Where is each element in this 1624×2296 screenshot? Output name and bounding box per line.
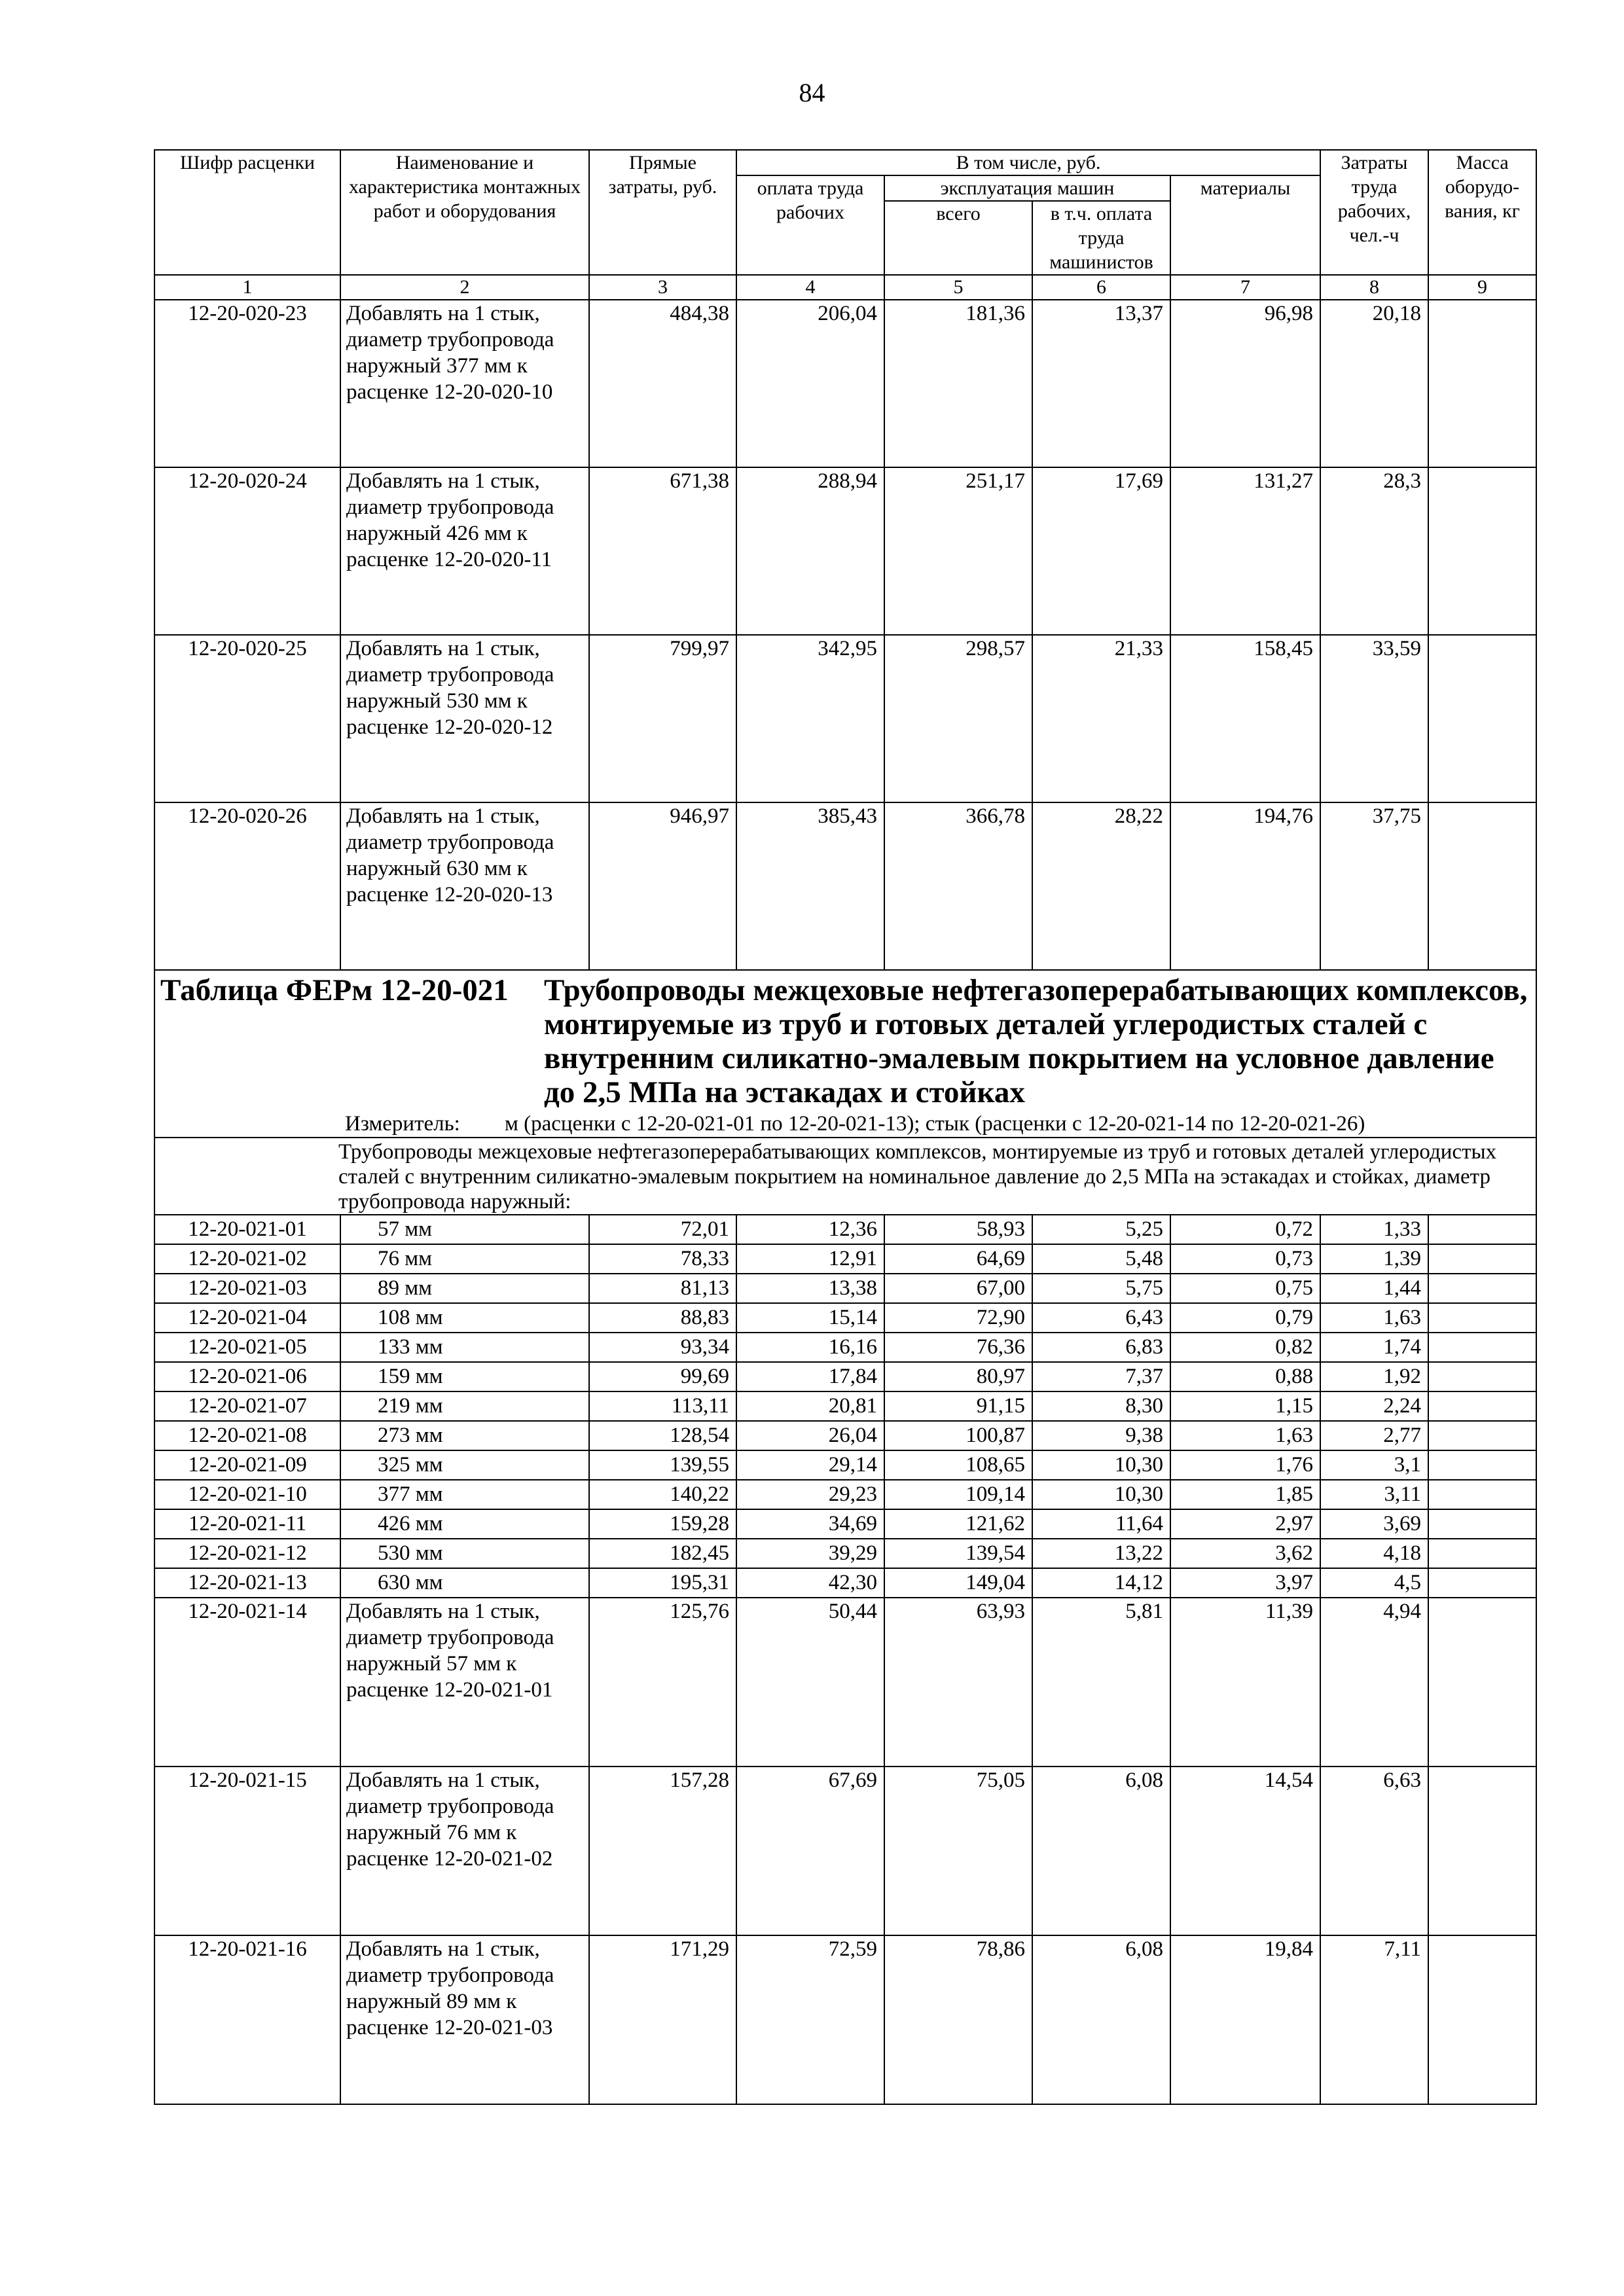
table-row: 12-20-021-11 426 мм 159,28 34,69 121,62 11,64 2,97 3,69	[154, 1509, 1536, 1539]
header-machines: эксплуатация машин	[884, 175, 1170, 201]
header-row	[154, 150, 1536, 175]
table-row: 12-20-021-12 530 мм 182,45 39,29 139,54 13,22 3,62 4,18	[154, 1539, 1536, 1568]
header-labor-cost: Затраты труда рабочих, чел.-ч	[1320, 150, 1428, 275]
group-description-row	[154, 1138, 1536, 1215]
table-row: 12-20-021-01 57 мм 72,01 12,36 58,93 5,25 0,72 1,33	[154, 1215, 1536, 1244]
table-row: 12-20-020-25 Добавлять на 1 стык, диаметр трубопровода наружный 530 мм к расценке 12-20-020-12 799,97 342,95 298,57 21,33 158,45 33,59	[154, 635, 1536, 802]
header-name: Наименование и характеристика монтажных работ и оборудования	[340, 150, 589, 275]
table-row: 12-20-021-05 133 мм 93,34 16,16 76,36 6,83 0,82 1,74	[154, 1333, 1536, 1362]
table-row: 12-20-020-23 Добавлять на 1 стык, диаметр трубопровода наружный 377 мм к расценке 12-20-020-10 484,38 206,04 181,36 13,37 96,98 20,18	[154, 300, 1536, 467]
column-numbers-row: 1 2 3 4 5 6 7 8 9	[154, 275, 1536, 300]
table-row: 12-20-020-24 Добавлять на 1 стык, диаметр трубопровода наружный 426 мм к расценке 12-20-020-11 671,38 288,94 251,17 17,69 131,27 28,3	[154, 467, 1536, 635]
table-title-row	[154, 970, 1536, 1138]
header-direct: Прямые затраты, руб.	[589, 150, 736, 275]
table-row: 12-20-021-07 219 мм 113,11 20,81 91,15 8,30 1,15 2,24	[154, 1391, 1536, 1421]
header-total: всего	[884, 201, 1032, 275]
table-row: 12-20-021-09 325 мм 139,55 29,14 108,65 10,30 1,76 3,1	[154, 1450, 1536, 1480]
table-row: 12-20-021-13 630 мм 195,31 42,30 149,04 14,12 3,97 4,5	[154, 1568, 1536, 1598]
header-including: В том числе, руб.	[736, 150, 1320, 175]
table-row: 12-20-021-08 273 мм 128,54 26,04 100,87 9,38 1,63 2,77	[154, 1421, 1536, 1450]
table-row: 12-20-021-10 377 мм 140,22 29,23 109,14 10,30 1,85 3,11	[154, 1480, 1536, 1509]
table-row: 12-20-021-02 76 мм 78,33 12,91 64,69 5,48 0,73 1,39	[154, 1244, 1536, 1274]
table-row: 12-20-021-15 Добавлять на 1 стык, диаметр трубопровода наружный 76 мм к расценке 12-20-021-02 157,28 67,69 75,05 6,08 14,54 6,63	[154, 1767, 1536, 1935]
table-row: 12-20-021-14 Добавлять на 1 стык, диаметр трубопровода наружный 57 мм к расценке 12-20-021-01 125,76 50,44 63,93 5,81 11,39 4,94	[154, 1598, 1536, 1767]
table-row: 12-20-021-06 159 мм 99,69 17,84 80,97 7,37 0,88 1,92	[154, 1362, 1536, 1391]
header-operators: в т.ч. оплата труда машинистов	[1032, 201, 1170, 275]
measure-label: Измеритель:	[345, 1112, 460, 1136]
header-labor-pay: оплата труда рабочих	[736, 175, 884, 275]
table-title-text: Трубопроводы межцеховые нефтегазоперерабатывающих комплексов, монтируемые из труб и готовых деталей углеродистых сталей с внутренним силикатно-эмалевым покрытием на условное давление до 2,5 МПа на эстакадах и стойках	[544, 973, 1528, 1109]
price-table	[154, 149, 1537, 2105]
header-code: Шифр расценки	[154, 150, 340, 275]
measure-value: м (расценки с 12-20-021-01 по 12-20-021-13); стык (расценки с 12-20-021-14 по 12-20-021-26)	[505, 1112, 1365, 1136]
table-row: 12-20-020-26 Добавлять на 1 стык, диаметр трубопровода наружный 630 мм к расценке 12-20-020-13 946,97 385,43 366,78 28,22 194,76 37,75	[154, 802, 1536, 970]
page-number: 84	[799, 78, 825, 107]
group-description: Трубопроводы межцеховые нефтегазоперерабатывающих комплексов, монтируемые из труб и готовых деталей углеродистых сталей с внутренним силикатно-эмалевым покрытием на номинальное давление до 2,5 МПа на эстакадах и стойках, диаметр трубопровода наружный:	[154, 1138, 1536, 1215]
header-materials: материалы	[1170, 175, 1320, 275]
header-mass: Масса оборудо-вания, кг	[1428, 150, 1536, 275]
table-row: 12-20-021-03 89 мм 81,13 13,38 67,00 5,75 0,75 1,44	[154, 1274, 1536, 1303]
table-title-label: Таблица ФЕРм 12-20-021	[160, 973, 509, 1007]
table-row: 12-20-021-04 108 мм 88,83 15,14 72,90 6,43 0,79 1,63	[154, 1303, 1536, 1333]
table-row: 12-20-021-16 Добавлять на 1 стык, диаметр трубопровода наружный 89 мм к расценке 12-20-021-03 171,29 72,59 78,86 6,08 19,84 7,11	[154, 1935, 1536, 2104]
